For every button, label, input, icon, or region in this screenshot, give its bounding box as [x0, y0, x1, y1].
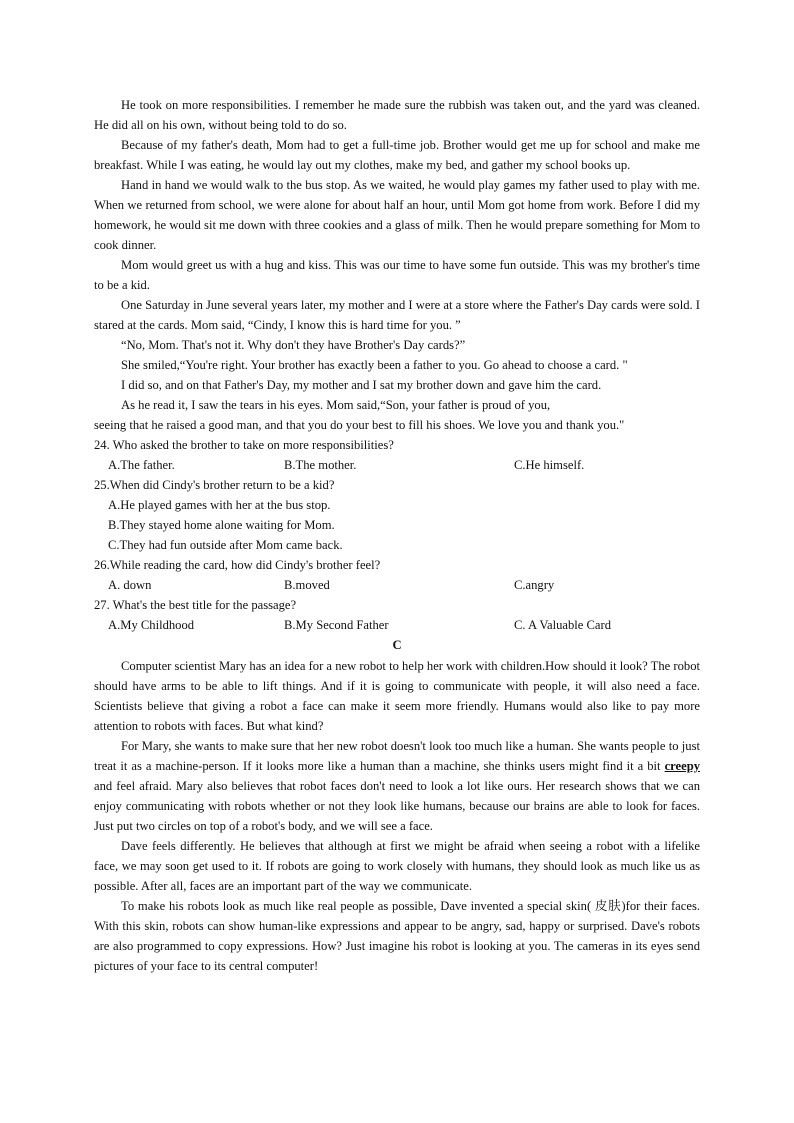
question-26 — [94, 555, 700, 595]
passage-b-paragraph: Hand in hand we would walk to the bus stop. As we waited, he would play games my father used to play with me. When we returned from school, we were alone for about half an hour, until Mom got home from work. Before I did my homework, he would sit me down with three cookies and a glass of milk. Then he would prepare something for Mom to cook dinner. — [94, 178, 700, 252]
passage-c-paragraph: Computer scientist Mary has an idea for a new robot to help her work with children.How should it look? The robot should have arms to be able to lift things. And if it is going to communicate with people, it will also need a face. Scientists believe that giving a robot a face can make it seem more friendly. Humans would also like to pay more attention to robots with faces. But what kind? — [94, 659, 700, 733]
option-b: B.moved — [284, 578, 330, 592]
option-c: C.They had fun outside after Mom came back. — [108, 538, 343, 552]
option-c: C.He himself. — [514, 458, 585, 472]
section-title: C — [392, 638, 402, 652]
option-a: A.He played games with her at the bus stop. — [108, 498, 331, 512]
question-options — [94, 615, 700, 635]
question-27 — [94, 595, 700, 635]
question-text: 24. Who asked the brother to take on more responsibilities? — [94, 438, 394, 452]
paragraph-text: For Mary, she wants to make sure that her new robot doesn't look too much like a human. She wants people to just treat it as a machine-person. If it looks more like a human than a machine, she thinks users might find it a bit — [94, 739, 700, 773]
keyword-creepy: creepy — [664, 759, 700, 773]
passage-b-paragraph: Mom would greet us with a hug and kiss. This was our time to have some fun outside. This was my brother's time to be a kid. — [94, 258, 700, 292]
option-a: A.My Childhood — [108, 618, 195, 632]
option-a: A. down — [108, 578, 152, 592]
question-options — [94, 455, 700, 475]
passage-b-paragraph: One Saturday in June several years later, my mother and I were at a store where the Father's Day cards were sold. I stared at the cards. Mom said, “Cindy, I know this is hard time for you. ” — [94, 298, 700, 332]
document-page — [94, 95, 700, 976]
passage-b-paragraph: I did so, and on that Father's Day, my mother and I sat my brother down and gave him the card. — [121, 378, 602, 392]
option-b: B.My Second Father — [284, 618, 389, 632]
question-options — [94, 575, 700, 595]
passage-c-paragraph — [94, 736, 700, 836]
passage-b-paragraph: Because of my father's death, Mom had to get a full-time job. Brother would get me up for school and make me breakfast. While I was eating, he would lay out my clothes, make my bed, and gather my school books up. — [94, 138, 700, 172]
question-25 — [94, 475, 700, 555]
passage-b-paragraph: As he read it, I saw the tears in his eyes. Mom said,“Son, your father is proud of you, — [121, 398, 551, 412]
option-b: B.They stayed home alone waiting for Mom. — [108, 518, 335, 532]
question-text: 25.When did Cindy's brother return to be a kid? — [94, 478, 335, 492]
passage-b-paragraph: “No, Mom. That's not it. Why don't they have Brother's Day cards?” — [121, 338, 466, 352]
passage-b-paragraph-end: seeing that he raised a good man, and that you do your best to fill his shoes. We love you and thank you." — [94, 418, 625, 432]
passage-c-paragraph: To make his robots look as much like real people as possible, Dave invented a special skin( 皮肤)for their faces. With this skin, robots can show human-like expressions and appear to be angry, sad, happy or surprised. Dave's robots are also programmed to copy expressions. How? Just imagine his robot is looking at you. The cameras in its eyes send pictures of your face to its central computer! — [94, 899, 700, 973]
passage-b-paragraph: She smiled,“You're right. Your brother has exactly been a father to you. Go ahead to choose a card. " — [121, 358, 628, 372]
option-a: A.The father. — [108, 458, 175, 472]
passage-c-paragraph: Dave feels differently. He believes that although at first we might be afraid when seeing a robot with a lifelike face, we may soon get used to it. If robots are going to work closely with humans, they should look as much like us as possible. After all, faces are an important part of the way we communicate. — [94, 839, 700, 893]
question-24 — [94, 435, 700, 475]
option-c: C.angry — [514, 578, 555, 592]
question-text: 27. What's the best title for the passage? — [94, 598, 297, 612]
option-b: B.The mother. — [284, 458, 357, 472]
option-c: C. A Valuable Card — [514, 618, 612, 632]
paragraph-text: and feel afraid. Mary also believes that robot faces don't need to look a lot like ours. Her research shows that we can enjoy communicating with robots whether or not they look like humans, because our brains are able to look for faces. Just put two circles on top of a robot's body, and we will see a face. — [94, 779, 700, 833]
passage-b-paragraph: He took on more responsibilities. I remember he made sure the rubbish was taken out, and the yard was cleaned. He did all on his own, without being told to do so. — [94, 98, 700, 132]
question-text: 26.While reading the card, how did Cindy's brother feel? — [94, 558, 381, 572]
